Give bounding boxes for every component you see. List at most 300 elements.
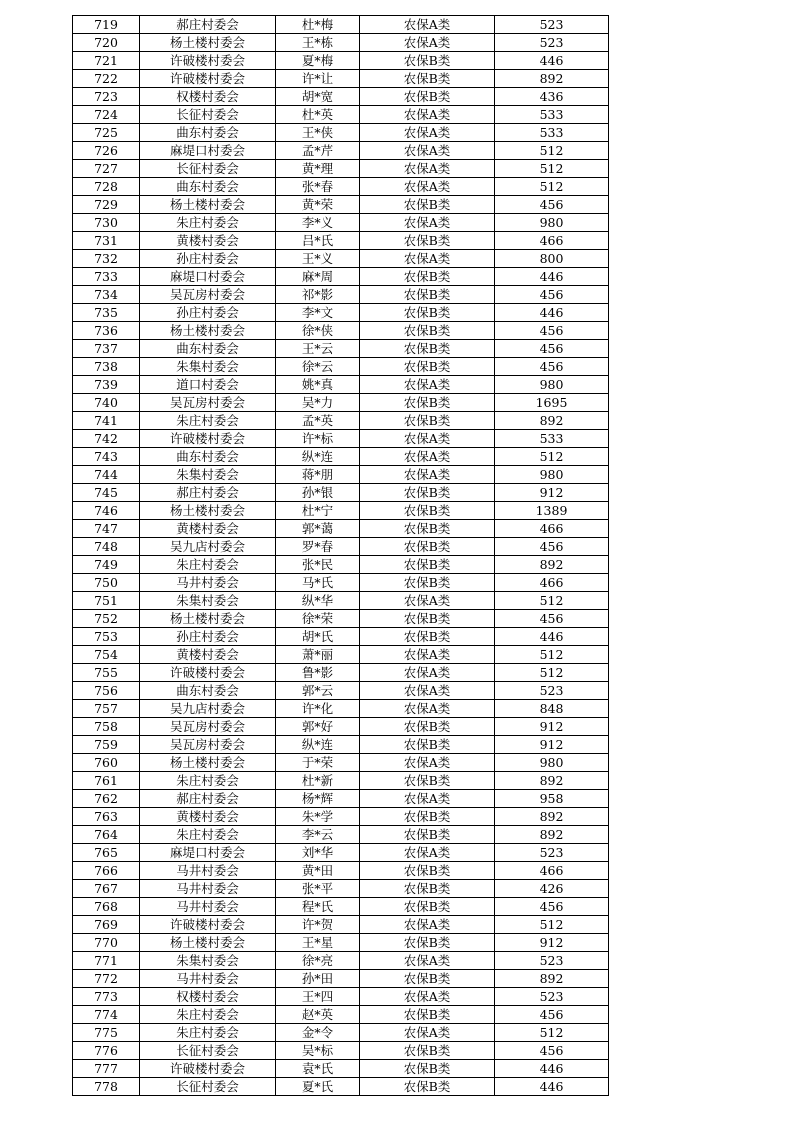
amount-cell: 512 [495, 1024, 609, 1042]
village-name-cell: 曲东村委会 [140, 682, 276, 700]
row-number-cell: 729 [73, 196, 140, 214]
row-number-cell: 722 [73, 70, 140, 88]
amount-cell: 512 [495, 916, 609, 934]
person-name-cell: 郭*蔼 [276, 520, 360, 538]
row-number-cell: 730 [73, 214, 140, 232]
table-row [73, 160, 609, 178]
village-name-cell: 长征村委会 [140, 1078, 276, 1096]
table-row [73, 1042, 609, 1060]
amount-cell: 466 [495, 862, 609, 880]
village-name-cell: 杨土楼村委会 [140, 610, 276, 628]
row-number-cell: 756 [73, 682, 140, 700]
insurance-type-cell: 农保B类 [360, 196, 495, 214]
insurance-type-cell: 农保B类 [360, 772, 495, 790]
village-name-cell: 马井村委会 [140, 970, 276, 988]
insurance-type-cell: 农保B类 [360, 268, 495, 286]
person-name-cell: 杜*梅 [276, 16, 360, 34]
amount-cell: 512 [495, 448, 609, 466]
insurance-type-cell: 农保A类 [360, 16, 495, 34]
person-name-cell: 郭*云 [276, 682, 360, 700]
insurance-type-cell: 农保B类 [360, 934, 495, 952]
insurance-type-cell: 农保B类 [360, 862, 495, 880]
row-number-cell: 772 [73, 970, 140, 988]
insurance-type-cell: 农保B类 [360, 1006, 495, 1024]
village-name-cell: 杨土楼村委会 [140, 754, 276, 772]
amount-cell: 958 [495, 790, 609, 808]
row-number-cell: 754 [73, 646, 140, 664]
insurance-type-cell: 农保B类 [360, 358, 495, 376]
person-name-cell: 孟*英 [276, 412, 360, 430]
row-number-cell: 723 [73, 88, 140, 106]
row-number-cell: 767 [73, 880, 140, 898]
amount-cell: 912 [495, 736, 609, 754]
amount-cell: 892 [495, 826, 609, 844]
row-number-cell: 769 [73, 916, 140, 934]
person-name-cell: 金*令 [276, 1024, 360, 1042]
row-number-cell: 742 [73, 430, 140, 448]
amount-cell: 446 [495, 628, 609, 646]
row-number-cell: 740 [73, 394, 140, 412]
village-name-cell: 郝庄村委会 [140, 484, 276, 502]
table-row [73, 970, 609, 988]
insurance-type-cell: 农保A类 [360, 430, 495, 448]
row-number-cell: 764 [73, 826, 140, 844]
amount-cell: 512 [495, 664, 609, 682]
insurance-type-cell: 农保A类 [360, 124, 495, 142]
person-name-cell: 纵*连 [276, 448, 360, 466]
village-name-cell: 曲东村委会 [140, 340, 276, 358]
village-name-cell: 权楼村委会 [140, 88, 276, 106]
person-name-cell: 朱*学 [276, 808, 360, 826]
row-number-cell: 752 [73, 610, 140, 628]
amount-cell: 446 [495, 1060, 609, 1078]
table-row [73, 952, 609, 970]
village-name-cell: 麻堤口村委会 [140, 844, 276, 862]
table-row [73, 178, 609, 196]
village-name-cell: 许破楼村委会 [140, 916, 276, 934]
amount-cell: 446 [495, 1078, 609, 1096]
village-name-cell: 杨土楼村委会 [140, 34, 276, 52]
amount-cell: 533 [495, 106, 609, 124]
insurance-type-cell: 农保A类 [360, 664, 495, 682]
data-table [72, 15, 609, 1096]
person-name-cell: 王*栋 [276, 34, 360, 52]
village-name-cell: 孙庄村委会 [140, 304, 276, 322]
table-row [73, 574, 609, 592]
person-name-cell: 王*星 [276, 934, 360, 952]
row-number-cell: 771 [73, 952, 140, 970]
insurance-type-cell: 农保A类 [360, 646, 495, 664]
amount-cell: 456 [495, 322, 609, 340]
amount-cell: 523 [495, 988, 609, 1006]
insurance-type-cell: 农保B类 [360, 556, 495, 574]
amount-cell: 512 [495, 142, 609, 160]
row-number-cell: 763 [73, 808, 140, 826]
insurance-type-cell: 农保B类 [360, 502, 495, 520]
table-row [73, 34, 609, 52]
insurance-type-cell: 农保B类 [360, 610, 495, 628]
village-name-cell: 曲东村委会 [140, 124, 276, 142]
person-name-cell: 孟*芹 [276, 142, 360, 160]
row-number-cell: 738 [73, 358, 140, 376]
row-number-cell: 775 [73, 1024, 140, 1042]
person-name-cell: 杜*宁 [276, 502, 360, 520]
village-name-cell: 权楼村委会 [140, 988, 276, 1006]
village-name-cell: 许破楼村委会 [140, 664, 276, 682]
village-name-cell: 吴瓦房村委会 [140, 736, 276, 754]
insurance-type-cell: 农保A类 [360, 160, 495, 178]
table-row [73, 826, 609, 844]
row-number-cell: 745 [73, 484, 140, 502]
person-name-cell: 程*氏 [276, 898, 360, 916]
amount-cell: 1389 [495, 502, 609, 520]
insurance-type-cell: 农保B类 [360, 718, 495, 736]
village-name-cell: 黄楼村委会 [140, 520, 276, 538]
amount-cell: 456 [495, 196, 609, 214]
table-row [73, 520, 609, 538]
amount-cell: 980 [495, 214, 609, 232]
person-name-cell: 孙*田 [276, 970, 360, 988]
person-name-cell: 胡*氏 [276, 628, 360, 646]
insurance-type-cell: 农保B类 [360, 898, 495, 916]
amount-cell: 446 [495, 304, 609, 322]
amount-cell: 436 [495, 88, 609, 106]
person-name-cell: 纵*连 [276, 736, 360, 754]
person-name-cell: 杜*新 [276, 772, 360, 790]
person-name-cell: 刘*华 [276, 844, 360, 862]
village-name-cell: 朱庄村委会 [140, 412, 276, 430]
row-number-cell: 726 [73, 142, 140, 160]
amount-cell: 446 [495, 52, 609, 70]
insurance-type-cell: 农保B类 [360, 826, 495, 844]
row-number-cell: 776 [73, 1042, 140, 1060]
row-number-cell: 755 [73, 664, 140, 682]
person-name-cell: 王*云 [276, 340, 360, 358]
table-row [73, 412, 609, 430]
person-name-cell: 王*义 [276, 250, 360, 268]
amount-cell: 892 [495, 772, 609, 790]
person-name-cell: 萧*丽 [276, 646, 360, 664]
row-number-cell: 774 [73, 1006, 140, 1024]
table-row [73, 142, 609, 160]
row-number-cell: 757 [73, 700, 140, 718]
row-number-cell: 727 [73, 160, 140, 178]
person-name-cell: 吕*氏 [276, 232, 360, 250]
amount-cell: 980 [495, 754, 609, 772]
person-name-cell: 罗*春 [276, 538, 360, 556]
village-name-cell: 许破楼村委会 [140, 52, 276, 70]
person-name-cell: 杜*英 [276, 106, 360, 124]
person-name-cell: 胡*宽 [276, 88, 360, 106]
row-number-cell: 777 [73, 1060, 140, 1078]
amount-cell: 456 [495, 538, 609, 556]
amount-cell: 533 [495, 124, 609, 142]
table-row [73, 106, 609, 124]
table-row [73, 592, 609, 610]
village-name-cell: 马井村委会 [140, 880, 276, 898]
table-row [73, 898, 609, 916]
insurance-type-cell: 农保B类 [360, 880, 495, 898]
person-name-cell: 赵*英 [276, 1006, 360, 1024]
village-name-cell: 黄楼村委会 [140, 232, 276, 250]
person-name-cell: 马*氏 [276, 574, 360, 592]
table-row [73, 988, 609, 1006]
table-row [73, 322, 609, 340]
table-row [73, 1060, 609, 1078]
table-row [73, 268, 609, 286]
amount-cell: 892 [495, 970, 609, 988]
amount-cell: 456 [495, 340, 609, 358]
amount-cell: 466 [495, 574, 609, 592]
person-name-cell: 纵*华 [276, 592, 360, 610]
table-row [73, 754, 609, 772]
table-row [73, 484, 609, 502]
village-name-cell: 吴瓦房村委会 [140, 394, 276, 412]
amount-cell: 456 [495, 898, 609, 916]
row-number-cell: 737 [73, 340, 140, 358]
table-row [73, 304, 609, 322]
village-name-cell: 朱集村委会 [140, 358, 276, 376]
amount-cell: 892 [495, 556, 609, 574]
insurance-type-cell: 农保B类 [360, 232, 495, 250]
person-name-cell: 徐*荣 [276, 610, 360, 628]
village-name-cell: 孙庄村委会 [140, 250, 276, 268]
table-row [73, 772, 609, 790]
village-name-cell: 许破楼村委会 [140, 70, 276, 88]
row-number-cell: 728 [73, 178, 140, 196]
row-number-cell: 773 [73, 988, 140, 1006]
insurance-type-cell: 农保A类 [360, 700, 495, 718]
insurance-type-cell: 农保B类 [360, 520, 495, 538]
insurance-type-cell: 农保B类 [360, 286, 495, 304]
row-number-cell: 748 [73, 538, 140, 556]
village-name-cell: 马井村委会 [140, 574, 276, 592]
table-row [73, 394, 609, 412]
insurance-type-cell: 农保A类 [360, 952, 495, 970]
row-number-cell: 741 [73, 412, 140, 430]
village-name-cell: 麻堤口村委会 [140, 268, 276, 286]
row-number-cell: 743 [73, 448, 140, 466]
person-name-cell: 祁*影 [276, 286, 360, 304]
person-name-cell: 徐*亮 [276, 952, 360, 970]
amount-cell: 912 [495, 718, 609, 736]
table-row [73, 466, 609, 484]
insurance-type-cell: 农保A类 [360, 376, 495, 394]
person-name-cell: 鲁*影 [276, 664, 360, 682]
amount-cell: 512 [495, 178, 609, 196]
person-name-cell: 蒋*朋 [276, 466, 360, 484]
insurance-type-cell: 农保B类 [360, 1060, 495, 1078]
table-row [73, 124, 609, 142]
insurance-type-cell: 农保A类 [360, 1024, 495, 1042]
amount-cell: 456 [495, 1042, 609, 1060]
table-row [73, 736, 609, 754]
table-row [73, 556, 609, 574]
insurance-type-cell: 农保B类 [360, 970, 495, 988]
village-name-cell: 黄楼村委会 [140, 646, 276, 664]
row-number-cell: 736 [73, 322, 140, 340]
insurance-type-cell: 农保A类 [360, 34, 495, 52]
row-number-cell: 753 [73, 628, 140, 646]
insurance-type-cell: 农保B类 [360, 484, 495, 502]
row-number-cell: 739 [73, 376, 140, 394]
insurance-type-cell: 农保B类 [360, 304, 495, 322]
insurance-type-cell: 农保A类 [360, 142, 495, 160]
row-number-cell: 759 [73, 736, 140, 754]
village-name-cell: 郝庄村委会 [140, 16, 276, 34]
table-row [73, 700, 609, 718]
amount-cell: 912 [495, 934, 609, 952]
insurance-type-cell: 农保A类 [360, 106, 495, 124]
insurance-type-cell: 农保B类 [360, 808, 495, 826]
table-row [73, 916, 609, 934]
table-row [73, 16, 609, 34]
amount-cell: 512 [495, 646, 609, 664]
table-row [73, 718, 609, 736]
table-row [73, 880, 609, 898]
table-row [73, 250, 609, 268]
village-name-cell: 孙庄村委会 [140, 628, 276, 646]
person-name-cell: 黄*荣 [276, 196, 360, 214]
person-name-cell: 郭*好 [276, 718, 360, 736]
amount-cell: 523 [495, 952, 609, 970]
person-name-cell: 李*文 [276, 304, 360, 322]
table-row [73, 340, 609, 358]
amount-cell: 892 [495, 808, 609, 826]
row-number-cell: 761 [73, 772, 140, 790]
person-name-cell: 姚*真 [276, 376, 360, 394]
village-name-cell: 许破楼村委会 [140, 1060, 276, 1078]
row-number-cell: 734 [73, 286, 140, 304]
village-name-cell: 郝庄村委会 [140, 790, 276, 808]
table-row [73, 232, 609, 250]
village-name-cell: 吴瓦房村委会 [140, 286, 276, 304]
amount-cell: 456 [495, 358, 609, 376]
row-number-cell: 732 [73, 250, 140, 268]
person-name-cell: 吴*标 [276, 1042, 360, 1060]
row-number-cell: 749 [73, 556, 140, 574]
amount-cell: 523 [495, 844, 609, 862]
person-name-cell: 李*义 [276, 214, 360, 232]
village-name-cell: 黄楼村委会 [140, 808, 276, 826]
table-row [73, 52, 609, 70]
table-row [73, 70, 609, 88]
village-name-cell: 曲东村委会 [140, 178, 276, 196]
row-number-cell: 760 [73, 754, 140, 772]
village-name-cell: 朱庄村委会 [140, 1006, 276, 1024]
amount-cell: 456 [495, 286, 609, 304]
village-name-cell: 朱庄村委会 [140, 214, 276, 232]
table-row [73, 196, 609, 214]
amount-cell: 892 [495, 70, 609, 88]
insurance-type-cell: 农保B类 [360, 52, 495, 70]
person-name-cell: 许*化 [276, 700, 360, 718]
table-row [73, 1078, 609, 1096]
person-name-cell: 许*标 [276, 430, 360, 448]
person-name-cell: 李*云 [276, 826, 360, 844]
insurance-type-cell: 农保A类 [360, 988, 495, 1006]
row-number-cell: 735 [73, 304, 140, 322]
person-name-cell: 孙*银 [276, 484, 360, 502]
village-name-cell: 曲东村委会 [140, 448, 276, 466]
village-name-cell: 朱庄村委会 [140, 772, 276, 790]
insurance-type-cell: 农保B类 [360, 88, 495, 106]
amount-cell: 466 [495, 520, 609, 538]
village-name-cell: 马井村委会 [140, 862, 276, 880]
amount-cell: 848 [495, 700, 609, 718]
table-row [73, 790, 609, 808]
village-name-cell: 杨土楼村委会 [140, 196, 276, 214]
table-row [73, 862, 609, 880]
row-number-cell: 725 [73, 124, 140, 142]
amount-cell: 1695 [495, 394, 609, 412]
row-number-cell: 721 [73, 52, 140, 70]
person-name-cell: 徐*云 [276, 358, 360, 376]
row-number-cell: 724 [73, 106, 140, 124]
table-row [73, 610, 609, 628]
person-name-cell: 王*四 [276, 988, 360, 1006]
row-number-cell: 750 [73, 574, 140, 592]
row-number-cell: 768 [73, 898, 140, 916]
person-name-cell: 吴*力 [276, 394, 360, 412]
insurance-type-cell: 农保A类 [360, 844, 495, 862]
table-row [73, 844, 609, 862]
table-row [73, 808, 609, 826]
village-name-cell: 长征村委会 [140, 106, 276, 124]
amount-cell: 533 [495, 430, 609, 448]
table-row [73, 358, 609, 376]
village-name-cell: 杨土楼村委会 [140, 934, 276, 952]
row-number-cell: 731 [73, 232, 140, 250]
village-name-cell: 朱集村委会 [140, 952, 276, 970]
row-number-cell: 744 [73, 466, 140, 484]
table-row [73, 1024, 609, 1042]
insurance-type-cell: 农保A类 [360, 466, 495, 484]
person-name-cell: 许*贺 [276, 916, 360, 934]
village-name-cell: 朱庄村委会 [140, 826, 276, 844]
person-name-cell: 张*春 [276, 178, 360, 196]
table-row [73, 934, 609, 952]
insurance-type-cell: 农保A类 [360, 178, 495, 196]
insurance-type-cell: 农保A类 [360, 682, 495, 700]
row-number-cell: 770 [73, 934, 140, 952]
insurance-type-cell: 农保B类 [360, 340, 495, 358]
insurance-type-cell: 农保B类 [360, 1078, 495, 1096]
row-number-cell: 766 [73, 862, 140, 880]
insurance-type-cell: 农保A类 [360, 214, 495, 232]
insurance-type-cell: 农保B类 [360, 394, 495, 412]
amount-cell: 523 [495, 34, 609, 52]
table-row [73, 646, 609, 664]
insurance-type-cell: 农保B类 [360, 322, 495, 340]
table-body [73, 16, 609, 1096]
table-row [73, 502, 609, 520]
table-row [73, 664, 609, 682]
insurance-type-cell: 农保B类 [360, 574, 495, 592]
row-number-cell: 758 [73, 718, 140, 736]
amount-cell: 980 [495, 376, 609, 394]
village-name-cell: 朱庄村委会 [140, 1024, 276, 1042]
person-name-cell: 于*荣 [276, 754, 360, 772]
insurance-type-cell: 农保A类 [360, 250, 495, 268]
person-name-cell: 许*让 [276, 70, 360, 88]
village-name-cell: 长征村委会 [140, 1042, 276, 1060]
row-number-cell: 747 [73, 520, 140, 538]
person-name-cell: 夏*梅 [276, 52, 360, 70]
amount-cell: 912 [495, 484, 609, 502]
person-name-cell: 王*侠 [276, 124, 360, 142]
village-name-cell: 道口村委会 [140, 376, 276, 394]
